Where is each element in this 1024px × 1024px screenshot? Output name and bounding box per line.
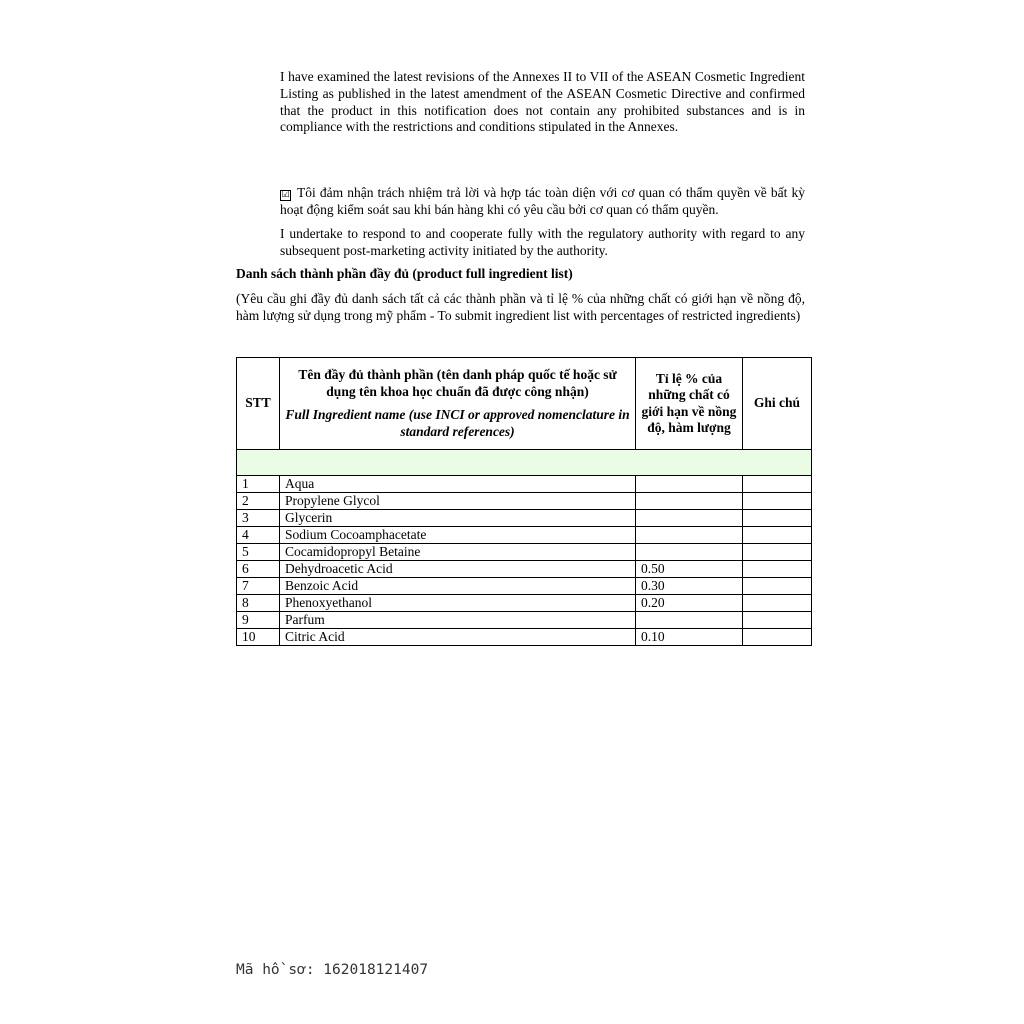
cell-note <box>743 595 812 612</box>
header-name-en: Full Ingredient name (use INCI or approved nomenclature in standard references) <box>285 407 630 439</box>
cell-note <box>743 629 812 646</box>
cell-percent <box>636 612 743 629</box>
cell-stt: 7 <box>237 578 280 595</box>
table-row <box>237 612 812 629</box>
commitment-checkbox[interactable]: ☑ <box>281 190 290 200</box>
header-percent: Tỉ lệ % của những chất có giới hạn về nồng độ, hàm lượng <box>636 358 743 450</box>
header-note: Ghi chú <box>743 358 812 450</box>
header-name <box>280 358 636 450</box>
spacer-cell <box>237 450 812 476</box>
cell-percent <box>636 510 743 527</box>
cell-stt: 2 <box>237 493 280 510</box>
table-row <box>237 578 812 595</box>
cell-stt: 9 <box>237 612 280 629</box>
cell-stt: 5 <box>237 544 280 561</box>
table-row <box>237 561 812 578</box>
ingredient-table <box>236 357 812 646</box>
cell-note <box>743 561 812 578</box>
cell-ingredient-name: Parfum <box>280 612 636 629</box>
cell-ingredient-name: Citric Acid <box>280 629 636 646</box>
cell-stt: 6 <box>237 561 280 578</box>
cell-ingredient-name: Phenoxyethanol <box>280 595 636 612</box>
cell-stt: 1 <box>237 476 280 493</box>
table-row <box>237 595 812 612</box>
cell-note <box>743 476 812 493</box>
cell-percent: 0.10 <box>636 629 743 646</box>
table-row <box>237 629 812 646</box>
cell-ingredient-name: Dehydroacetic Acid <box>280 561 636 578</box>
cell-note <box>743 493 812 510</box>
cell-percent: 0.30 <box>636 578 743 595</box>
cell-percent <box>636 493 743 510</box>
commitment-paragraph-vi <box>280 185 805 219</box>
table-header-row <box>237 358 812 450</box>
cell-percent <box>636 544 743 561</box>
table-spacer-row <box>237 450 812 476</box>
cell-ingredient-name: Propylene Glycol <box>280 493 636 510</box>
cell-stt: 4 <box>237 527 280 544</box>
ingredients-heading: Danh sách thành phần đầy đủ (product full ingredient list) <box>236 266 573 281</box>
commitment-text-vi: Tôi đảm nhận trách nhiệm trả lời và hợp tác toàn diện với cơ quan có thẩm quyền về bất kỳ hoạt động kiểm soát sau khi bán hàng khi có yêu cầu bởi cơ quan có thẩm quyền. <box>280 185 805 217</box>
commitment-paragraph-en: I undertake to respond to and cooperate fully with the regulatory authority with regard to any subsequent post-marketing activity initiated by the authority. <box>280 226 805 258</box>
cell-note <box>743 510 812 527</box>
cell-stt: 3 <box>237 510 280 527</box>
cell-note <box>743 612 812 629</box>
cell-note <box>743 544 812 561</box>
cell-percent <box>636 476 743 493</box>
cell-stt: 10 <box>237 629 280 646</box>
cell-ingredient-name: Glycerin <box>280 510 636 527</box>
cell-ingredient-name: Sodium Cocoamphacetate <box>280 527 636 544</box>
cell-note <box>743 578 812 595</box>
declaration-paragraph-en: I have examined the latest revisions of the Annexes II to VII of the ASEAN Cosmetic Ingredient Listing as published in the latest amendment of the ASEAN Cosmetic Directive and confirmed that the product in this notification does not contain any prohibited substances and is in compliance with the restrictions and conditions stipulated in the Annexes. <box>280 69 805 135</box>
cell-stt: 8 <box>237 595 280 612</box>
cell-ingredient-name: Aqua <box>280 476 636 493</box>
cell-note <box>743 527 812 544</box>
header-name-vi: Tên đầy đủ thành phần (tên danh pháp quốc tế hoặc sử dụng tên khoa học chuẩn đã được công nhận) <box>298 367 617 399</box>
cell-ingredient-name: Cocamidopropyl Betaine <box>280 544 636 561</box>
table-row <box>237 527 812 544</box>
header-stt: STT <box>237 358 280 450</box>
ingredients-instruction: (Yêu cầu ghi đầy đủ danh sách tất cả các thành phần và tỉ lệ % của những chất có giới hạn về nồng độ, hàm lượng sử dụng trong mỹ phẩm - To submit ingredient list with percentages of restricted ingredients) <box>236 291 805 323</box>
table-row <box>237 510 812 527</box>
table-row <box>237 493 812 510</box>
table-row <box>237 544 812 561</box>
table-row <box>237 476 812 493</box>
cell-percent: 0.50 <box>636 561 743 578</box>
cell-percent: 0.20 <box>636 595 743 612</box>
dossier-number: Mã hồ sơ: 162018121407 <box>236 962 429 978</box>
cell-ingredient-name: Benzoic Acid <box>280 578 636 595</box>
cell-percent <box>636 527 743 544</box>
